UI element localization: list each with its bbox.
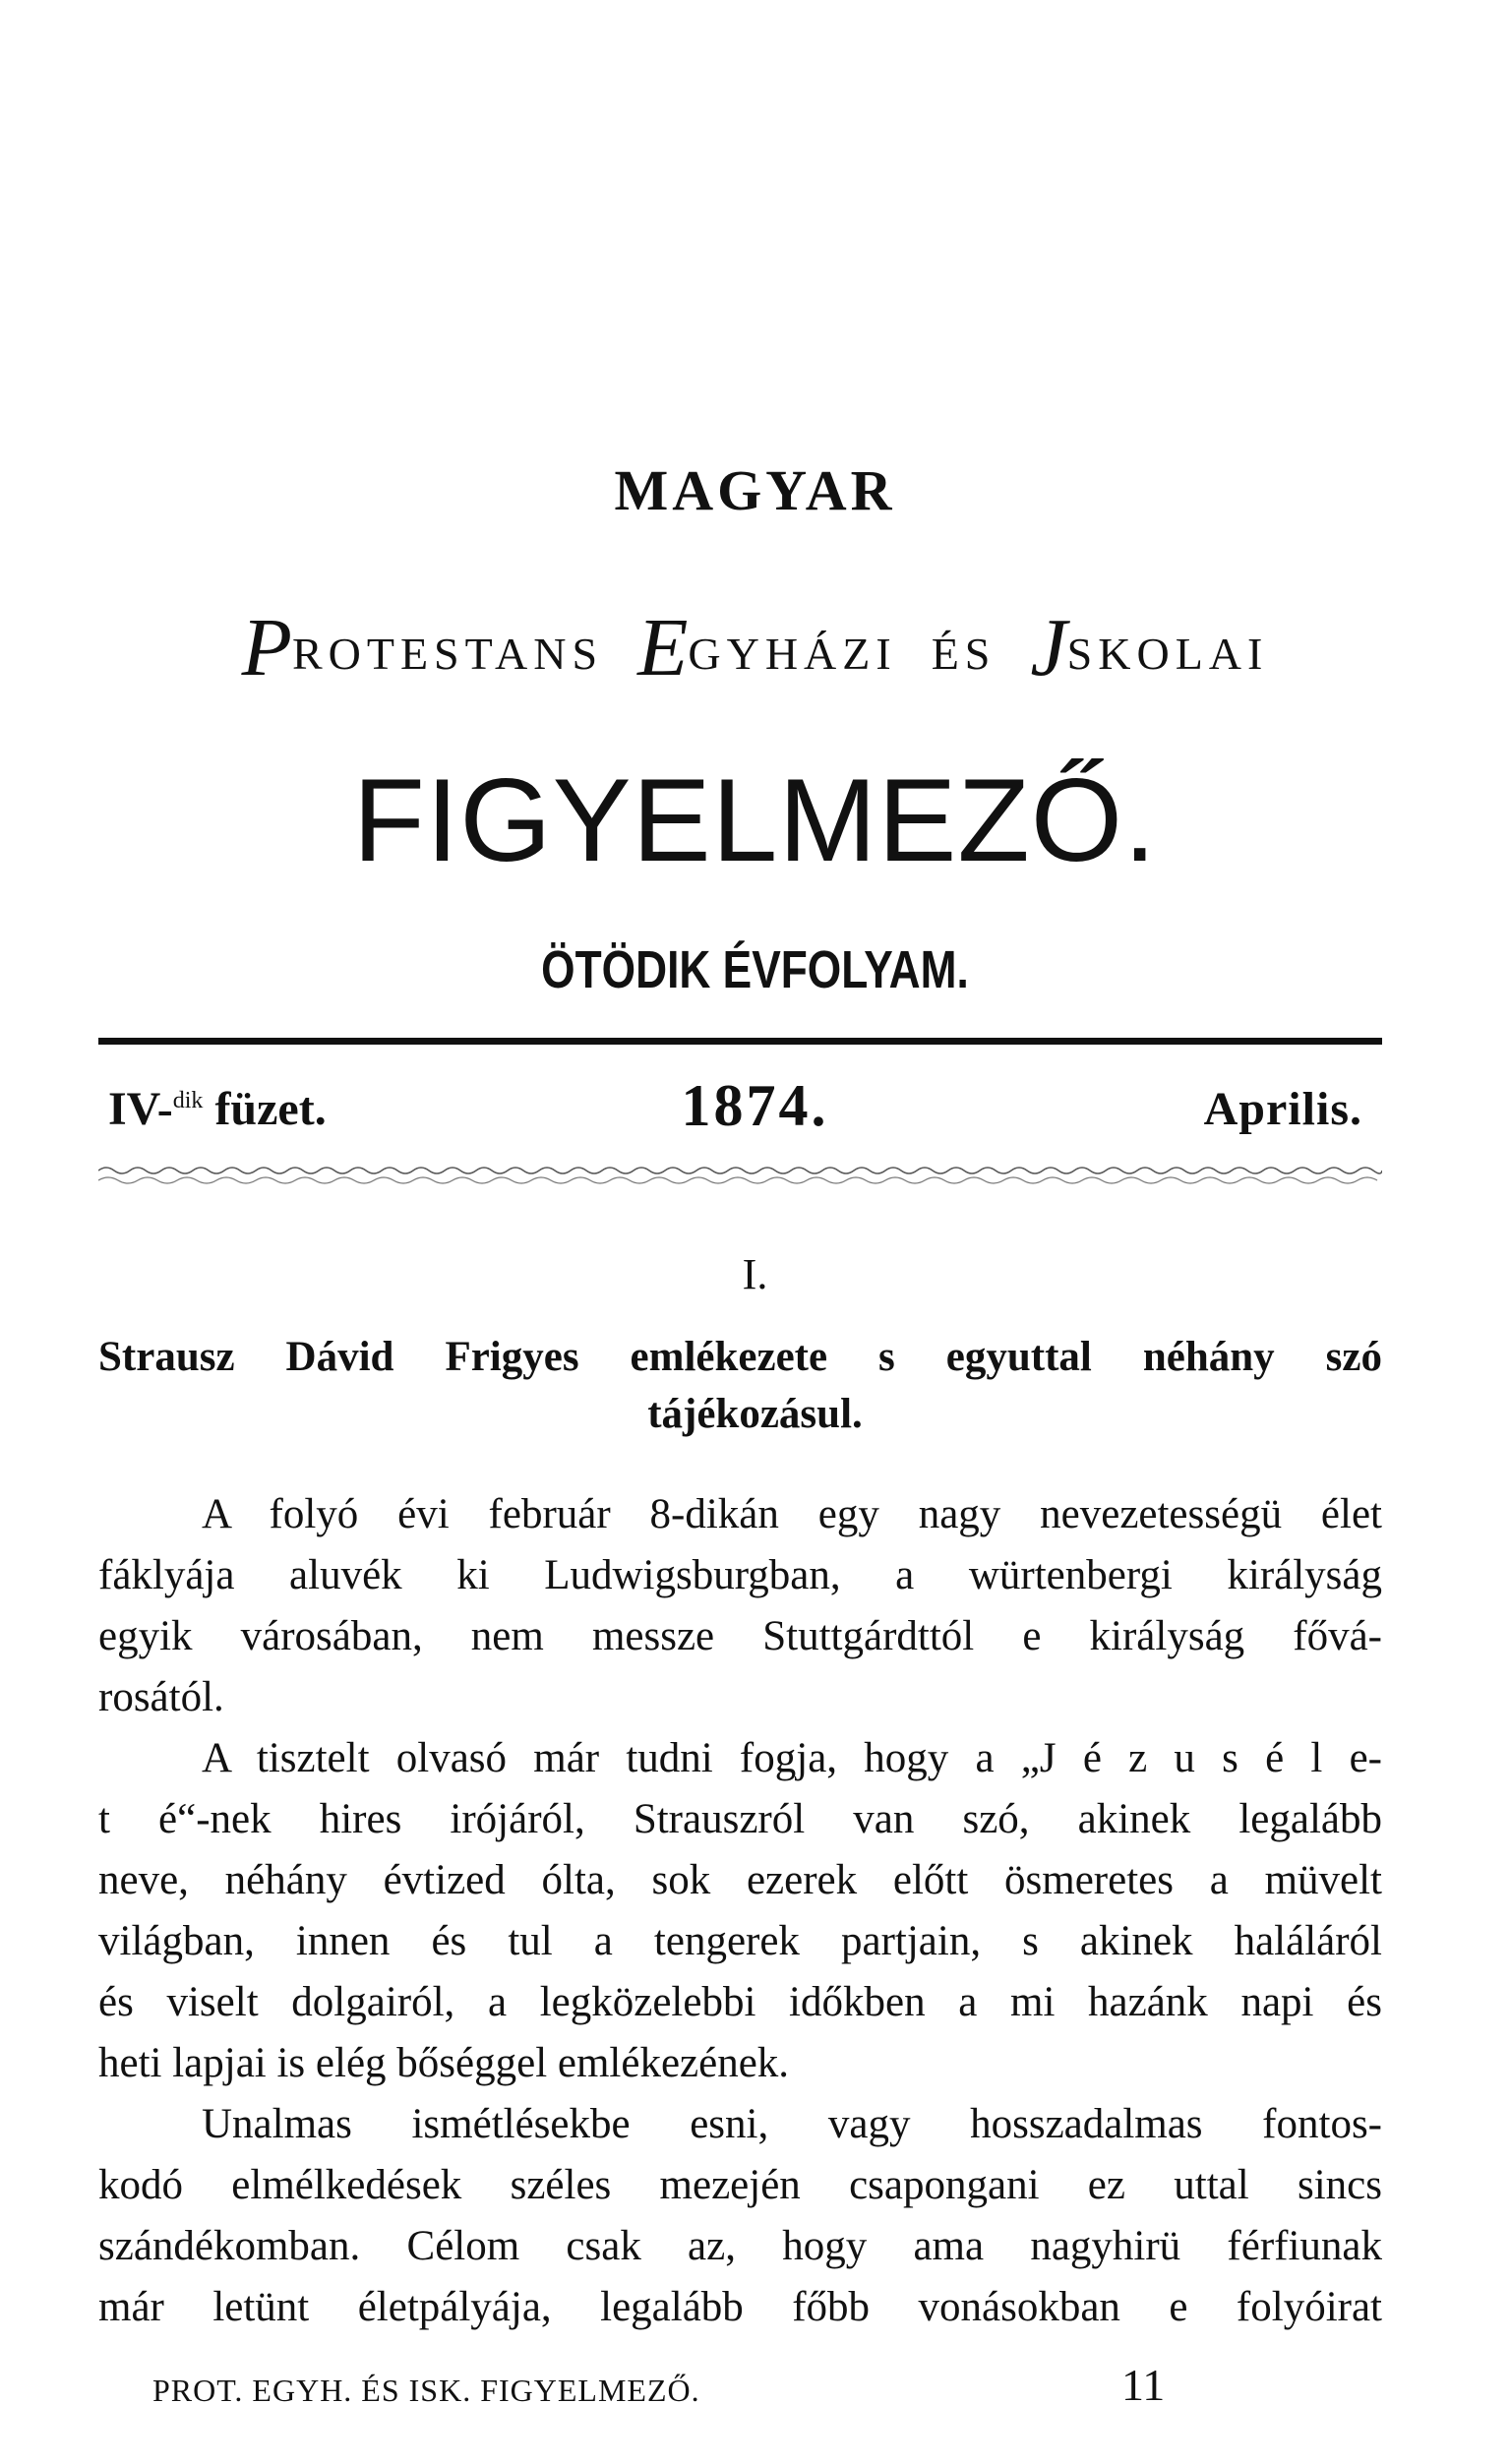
article-headline-line2: tájékozásul. — [647, 1391, 863, 1437]
wavy-rule — [98, 1161, 1382, 1190]
masthead-magyar: MAGYAR — [614, 458, 896, 522]
initial-j: J — [1030, 602, 1067, 693]
wavy-rule-line-2 — [98, 1177, 1377, 1183]
body-line: rosától. — [98, 1674, 224, 1720]
top-rule — [98, 1038, 1382, 1045]
body-line: kodó elmélkedések széles mezején csapongani ez uttal sincs — [98, 2162, 1382, 2208]
body-line: neve, néhány évtized ólta, sok ezerek előtt ösmeretes a müvelt — [98, 1857, 1382, 1903]
issue-month: Aprilis. — [1203, 1083, 1362, 1135]
initial-e: E — [637, 602, 689, 693]
volume-label: ÖTÖDIK ÉVFOLYAM. — [541, 940, 969, 999]
initial-p: P — [241, 602, 292, 693]
word-es: ÉS — [931, 629, 997, 679]
body-line: t é“-nek hires irójáról, Strauszról van szó, akinek legalább — [98, 1796, 1382, 1842]
article-headline-line1: Strausz Dávid Frigyes emlékezete s egyuttal néhány szó — [98, 1334, 1382, 1380]
body-line: A folyó évi február 8-dikán egy nagy nevezetességü élet — [202, 1491, 1382, 1537]
masthead-subtitle — [0, 600, 1510, 695]
journal-title: FIGYELMEZŐ. — [352, 754, 1158, 886]
body-line: már letünt életpályája, legalább főbb vonásokban e folyóirat — [98, 2284, 1382, 2330]
section-number: I. — [742, 1250, 768, 1298]
issue-roman: IV- — [108, 1083, 173, 1135]
word-protestans: ROTESTANS — [291, 629, 604, 679]
body-line: szándékomban. Célom csak az, hogy ama nagyhirü férfiunak — [98, 2223, 1382, 2269]
word-iskolai: SKOLAI — [1066, 629, 1269, 679]
word-egyhazi: GYHÁZI — [688, 629, 897, 679]
running-footer-title: PROT. EGYH. ÉS ISK. FIGYELMEZŐ. — [152, 2373, 700, 2408]
issue-year: 1874. — [681, 1073, 829, 1138]
body-line: heti lapjai is elég bőséggel emlékezének. — [98, 2040, 790, 2086]
issue-suffix: dik — [172, 1088, 204, 1113]
body-line: és viselt dolgairól, a legközelebbi időkben a mi hazánk napi és — [98, 1979, 1382, 2025]
body-line: A tisztelt olvasó már tudni fogja, hogy a „J é z u s é l e- — [202, 1735, 1382, 1781]
body-line: Unalmas ismétlésekbe esni, vagy hosszadalmas fontos- — [202, 2101, 1382, 2147]
page-number: 11 — [1121, 2360, 1166, 2410]
body-line: egyik városában, nem messze Stuttgárdttól e királyság fővá- — [98, 1613, 1382, 1659]
issue-word: füzet. — [214, 1083, 327, 1135]
wavy-rule-line-1 — [98, 1168, 1382, 1173]
body-line: világban, innen és tul a tengerek partjain, s akinek haláláról — [98, 1918, 1382, 1964]
body-line: fáklyája aluvék ki Ludwigsburgban, a würtenbergi királyság — [98, 1552, 1382, 1598]
